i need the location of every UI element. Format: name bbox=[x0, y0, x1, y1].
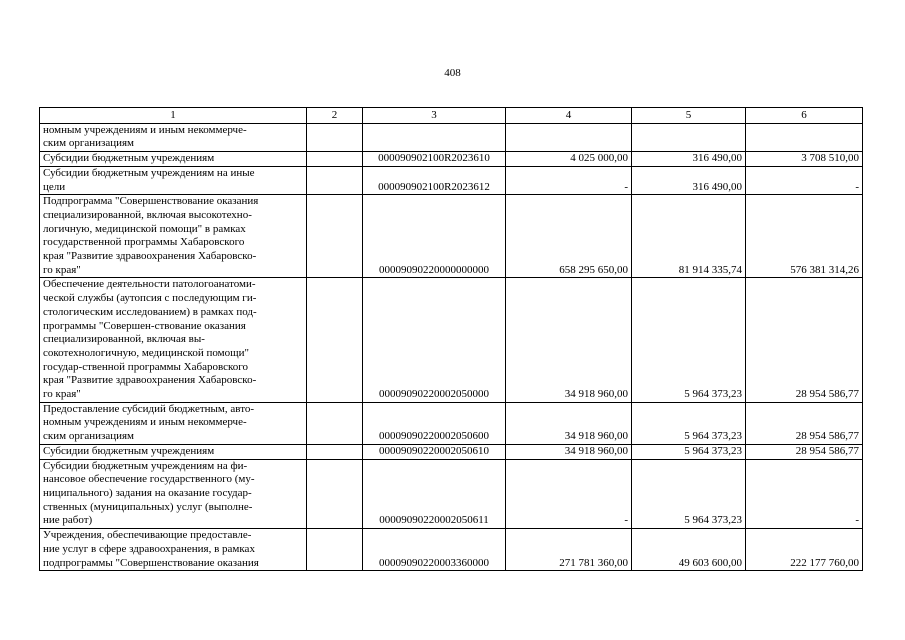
row-name-cell: Предоставление субсидий бюджетным, авто- номным учреждениям и иным некоммерче- ским организациям bbox=[40, 402, 307, 444]
row-value-col4: 4 025 000,00 bbox=[506, 152, 632, 167]
row-value-col4: - bbox=[506, 166, 632, 194]
row-value-col5: 5 964 373,23 bbox=[632, 278, 746, 402]
row-value-col6 bbox=[746, 123, 863, 151]
row-value-col5: 316 490,00 bbox=[632, 152, 746, 167]
row-code-cell: 00009090220002050600 bbox=[363, 402, 506, 444]
row-col2-cell bbox=[307, 152, 363, 167]
row-code-cell: 000090902100R2023610 bbox=[363, 152, 506, 167]
row-col2-cell bbox=[307, 529, 363, 571]
row-value-col4 bbox=[506, 123, 632, 151]
row-value-col5: 316 490,00 bbox=[632, 166, 746, 194]
row-code-cell: 00009090220002050611 bbox=[363, 459, 506, 529]
row-value-col6: 576 381 314,26 bbox=[746, 195, 863, 278]
row-value-col6: 3 708 510,00 bbox=[746, 152, 863, 167]
table-row bbox=[40, 166, 863, 194]
row-col2-cell bbox=[307, 402, 363, 444]
column-header: 4 bbox=[506, 108, 632, 124]
table-row bbox=[40, 278, 863, 402]
row-name-cell: Учреждения, обеспечивающие предоставле- ние услуг в сфере здравоохранения, в рамках подпрограммы "Совершенствование оказания bbox=[40, 529, 307, 571]
table-row bbox=[40, 529, 863, 571]
table-row bbox=[40, 459, 863, 529]
row-code-cell bbox=[363, 123, 506, 151]
column-header: 5 bbox=[632, 108, 746, 124]
row-col2-cell bbox=[307, 166, 363, 194]
row-name-cell: Подпрограмма "Совершенствование оказания специализированной, включая высокотехно- логичную, медицинской помощи" в рамках государственной программы Хабаровского края "Развитие здравоохранения Хабаровско- го края" bbox=[40, 195, 307, 278]
row-value-col4: 34 918 960,00 bbox=[506, 278, 632, 402]
row-name-cell: Обеспечение деятельности патологоанатоми- ческой службы (аутопсия с последующим ги- стологическим исследованием) в рамках под- программы "Совершен-ствование оказания специализированной, включая вы- сокотехнологичную, медицинской помощи" государ-ственной программы Хабаровского края "Развитие здравоохранения Хабаровско- го края" bbox=[40, 278, 307, 402]
row-value-col6: 28 954 586,77 bbox=[746, 402, 863, 444]
row-name-cell: номным учреждениям и иным некоммерче- ским организациям bbox=[40, 123, 307, 151]
table-row bbox=[40, 444, 863, 459]
column-header: 6 bbox=[746, 108, 863, 124]
row-value-col4: 34 918 960,00 bbox=[506, 402, 632, 444]
row-name-cell: Субсидии бюджетным учреждениям bbox=[40, 444, 307, 459]
row-value-col6: 28 954 586,77 bbox=[746, 444, 863, 459]
table-row bbox=[40, 195, 863, 278]
row-code-cell: 00009090220002050610 bbox=[363, 444, 506, 459]
row-value-col5 bbox=[632, 123, 746, 151]
budget-table bbox=[39, 107, 863, 571]
column-header: 1 bbox=[40, 108, 307, 124]
row-value-col4: 271 781 360,00 bbox=[506, 529, 632, 571]
row-name-cell: Субсидии бюджетным учреждениям на фи- нансовое обеспечение государственного (му- ниципального) задания на оказание государ- ственных (муниципальных) услуг (выполне- ние работ) bbox=[40, 459, 307, 529]
table-row bbox=[40, 402, 863, 444]
table-row bbox=[40, 123, 863, 151]
row-name-cell: Субсидии бюджетным учреждениям на иные цели bbox=[40, 166, 307, 194]
row-value-col5: 5 964 373,23 bbox=[632, 402, 746, 444]
row-col2-cell bbox=[307, 278, 363, 402]
column-header: 2 bbox=[307, 108, 363, 124]
row-col2-cell bbox=[307, 123, 363, 151]
row-value-col4: - bbox=[506, 459, 632, 529]
column-header: 3 bbox=[363, 108, 506, 124]
row-value-col6: 28 954 586,77 bbox=[746, 278, 863, 402]
row-col2-cell bbox=[307, 459, 363, 529]
row-code-cell: 00009090220000000000 bbox=[363, 195, 506, 278]
row-value-col5: 81 914 335,74 bbox=[632, 195, 746, 278]
row-value-col6: - bbox=[746, 166, 863, 194]
row-name-cell: Субсидии бюджетным учреждениям bbox=[40, 152, 307, 167]
row-value-col6: - bbox=[746, 459, 863, 529]
row-value-col4: 658 295 650,00 bbox=[506, 195, 632, 278]
row-code-cell: 00009090220003360000 bbox=[363, 529, 506, 571]
row-col2-cell bbox=[307, 444, 363, 459]
row-value-col6: 222 177 760,00 bbox=[746, 529, 863, 571]
row-value-col4: 34 918 960,00 bbox=[506, 444, 632, 459]
table-header-row bbox=[40, 108, 863, 124]
row-value-col5: 49 603 600,00 bbox=[632, 529, 746, 571]
page-number: 408 bbox=[444, 67, 461, 79]
row-code-cell: 000090902100R2023612 bbox=[363, 166, 506, 194]
row-value-col5: 5 964 373,23 bbox=[632, 459, 746, 529]
row-col2-cell bbox=[307, 195, 363, 278]
row-value-col5: 5 964 373,23 bbox=[632, 444, 746, 459]
row-code-cell: 00009090220002050000 bbox=[363, 278, 506, 402]
table-row bbox=[40, 152, 863, 167]
